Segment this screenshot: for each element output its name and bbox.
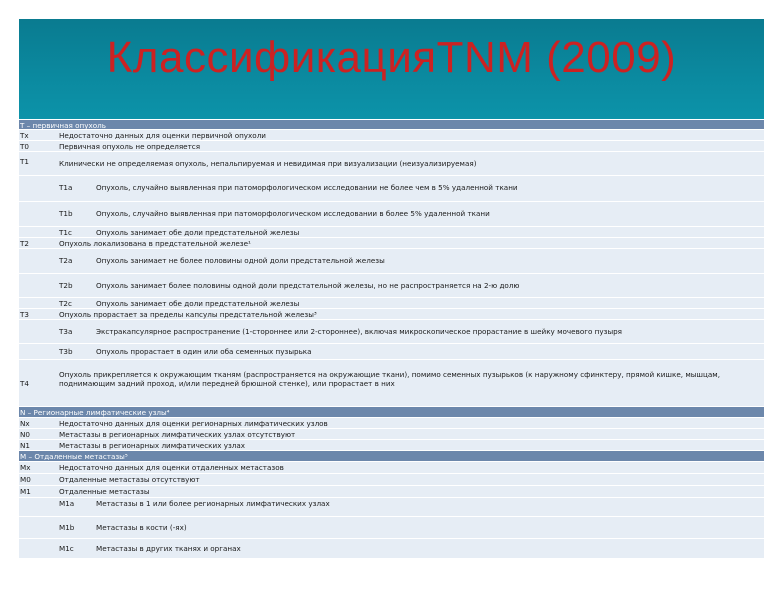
row-code: M1 xyxy=(20,487,31,496)
table-row xyxy=(19,539,764,559)
row-code: T4 xyxy=(20,379,29,388)
row-text: Метастазы в регионарных лимфатических узлах xyxy=(59,441,246,450)
table-row xyxy=(19,320,764,344)
table-row xyxy=(19,249,764,274)
row-text: Метастазы в кости (-ях) xyxy=(96,523,187,532)
table-row xyxy=(19,238,764,249)
section-label: T – первичная опухоль xyxy=(20,121,106,130)
section-header-n xyxy=(19,407,764,418)
row-code: T2c xyxy=(59,299,72,308)
row-text: Отдаленные метастазы отсутствуют xyxy=(59,475,200,484)
section-header-m xyxy=(19,451,764,462)
row-code: T3b xyxy=(59,347,73,356)
row-text: Клинически не определяемая опухоль, непальпируемая и невидимая при визуализации (неизуализируемая) xyxy=(59,159,477,168)
slide-title: КлассификацияTNM (2009) xyxy=(106,33,677,82)
row-code: T2 xyxy=(20,239,29,248)
row-code: M0 xyxy=(20,475,31,484)
row-text: Опухоль занимает не более половины одной доли предстательной железы xyxy=(96,256,385,265)
row-text: Опухоль занимает обе доли предстательной железы xyxy=(96,228,300,237)
row-code: N1 xyxy=(20,441,30,450)
row-code: T2b xyxy=(59,281,73,290)
table-row xyxy=(19,202,764,227)
table-row xyxy=(19,227,764,238)
section-header-t xyxy=(19,120,764,130)
table-row xyxy=(19,141,764,152)
row-code: M1a xyxy=(59,499,75,508)
tnm-table xyxy=(19,120,764,559)
table-row xyxy=(19,309,764,320)
table-row xyxy=(19,517,764,539)
row-text: Экстракапсулярное распространение (1-стороннее или 2-стороннее), включая микроскопическое прорастание в шейку мочевого пузыря xyxy=(96,327,623,336)
row-text: Опухоль, случайно выявленная при патоморфологическом исследовании в более 5% удаленной ткани xyxy=(96,209,490,218)
row-code: T1a xyxy=(59,183,73,192)
table-row xyxy=(19,498,764,517)
table-row xyxy=(19,152,764,176)
row-text: Опухоль прорастает за пределы капсулы предстательной железы³ xyxy=(59,310,317,319)
row-text: Опухоль локализована в предстательной железе¹ xyxy=(59,239,251,248)
row-text: Опухоль, случайно выявленная при патоморфологическом исследовании не более чем в 5% удаленной ткани xyxy=(96,183,518,192)
table-row xyxy=(19,486,764,498)
row-code: Tx xyxy=(20,131,29,140)
table-row xyxy=(19,418,764,429)
row-text: Опухоль прорастает в один или оба семенных пузырька xyxy=(96,347,312,356)
table-row xyxy=(19,344,764,360)
section-label: M – Отдаленные метастазы⁵ xyxy=(20,452,128,461)
table-row xyxy=(19,274,764,298)
row-code: N0 xyxy=(20,430,30,439)
row-text: Опухоль занимает более половины одной доли предстательной железы, но не распространяется на 2-ю долю xyxy=(96,281,520,290)
row-code: T3a xyxy=(59,327,73,336)
row-code: Nx xyxy=(20,419,30,428)
table-row xyxy=(19,462,764,474)
row-text: Недостаточно данных для оценки регионарных лимфатических узлов xyxy=(59,419,328,428)
row-text: Первичная опухоль не определяется xyxy=(59,142,201,151)
row-text: Метастазы в 1 или более регионарных лимфатических узлах xyxy=(96,499,330,508)
row-text: Недостаточно данных для оценки отдаленных метастазов xyxy=(59,463,284,472)
row-text: Опухоль занимает обе доли предстательной железы xyxy=(96,299,300,308)
row-text: Опухоль прикрепляется к окружающим тканям (распространяется на окружающие ткани), помимо семенных пузырьков (к наружному сфинктеру, прямой кишке, мышцам, поднимающим задний проход, и/или передней брюшной стенке), или прорастает в них xyxy=(59,370,720,388)
section-label: N – Регионарные лимфатические узлы⁴ xyxy=(20,408,170,417)
table-row xyxy=(19,474,764,486)
table-row xyxy=(19,130,764,141)
table-row xyxy=(19,360,764,407)
row-code: T1c xyxy=(59,228,72,237)
table-row xyxy=(19,429,764,440)
row-code: T1 xyxy=(20,157,29,166)
row-code: T3 xyxy=(20,310,29,319)
row-code: Mx xyxy=(20,463,31,472)
row-code: T2a xyxy=(59,256,73,265)
row-code: T0 xyxy=(20,142,29,151)
table-row xyxy=(19,176,764,202)
row-text: Метастазы в других тканях и органах xyxy=(96,544,241,553)
row-text: Недостаточно данных для оценки первичной опухоли xyxy=(59,131,266,140)
table-row xyxy=(19,440,764,451)
row-text: Метастазы в регионарных лимфатических узлах отсутствуют xyxy=(59,430,296,439)
row-text: Отдаленные метастазы xyxy=(59,487,150,496)
slide-header xyxy=(19,19,764,119)
row-code: T1b xyxy=(59,209,73,218)
row-code: M1b xyxy=(59,523,75,532)
row-code: M1c xyxy=(59,544,74,553)
table-row xyxy=(19,298,764,309)
